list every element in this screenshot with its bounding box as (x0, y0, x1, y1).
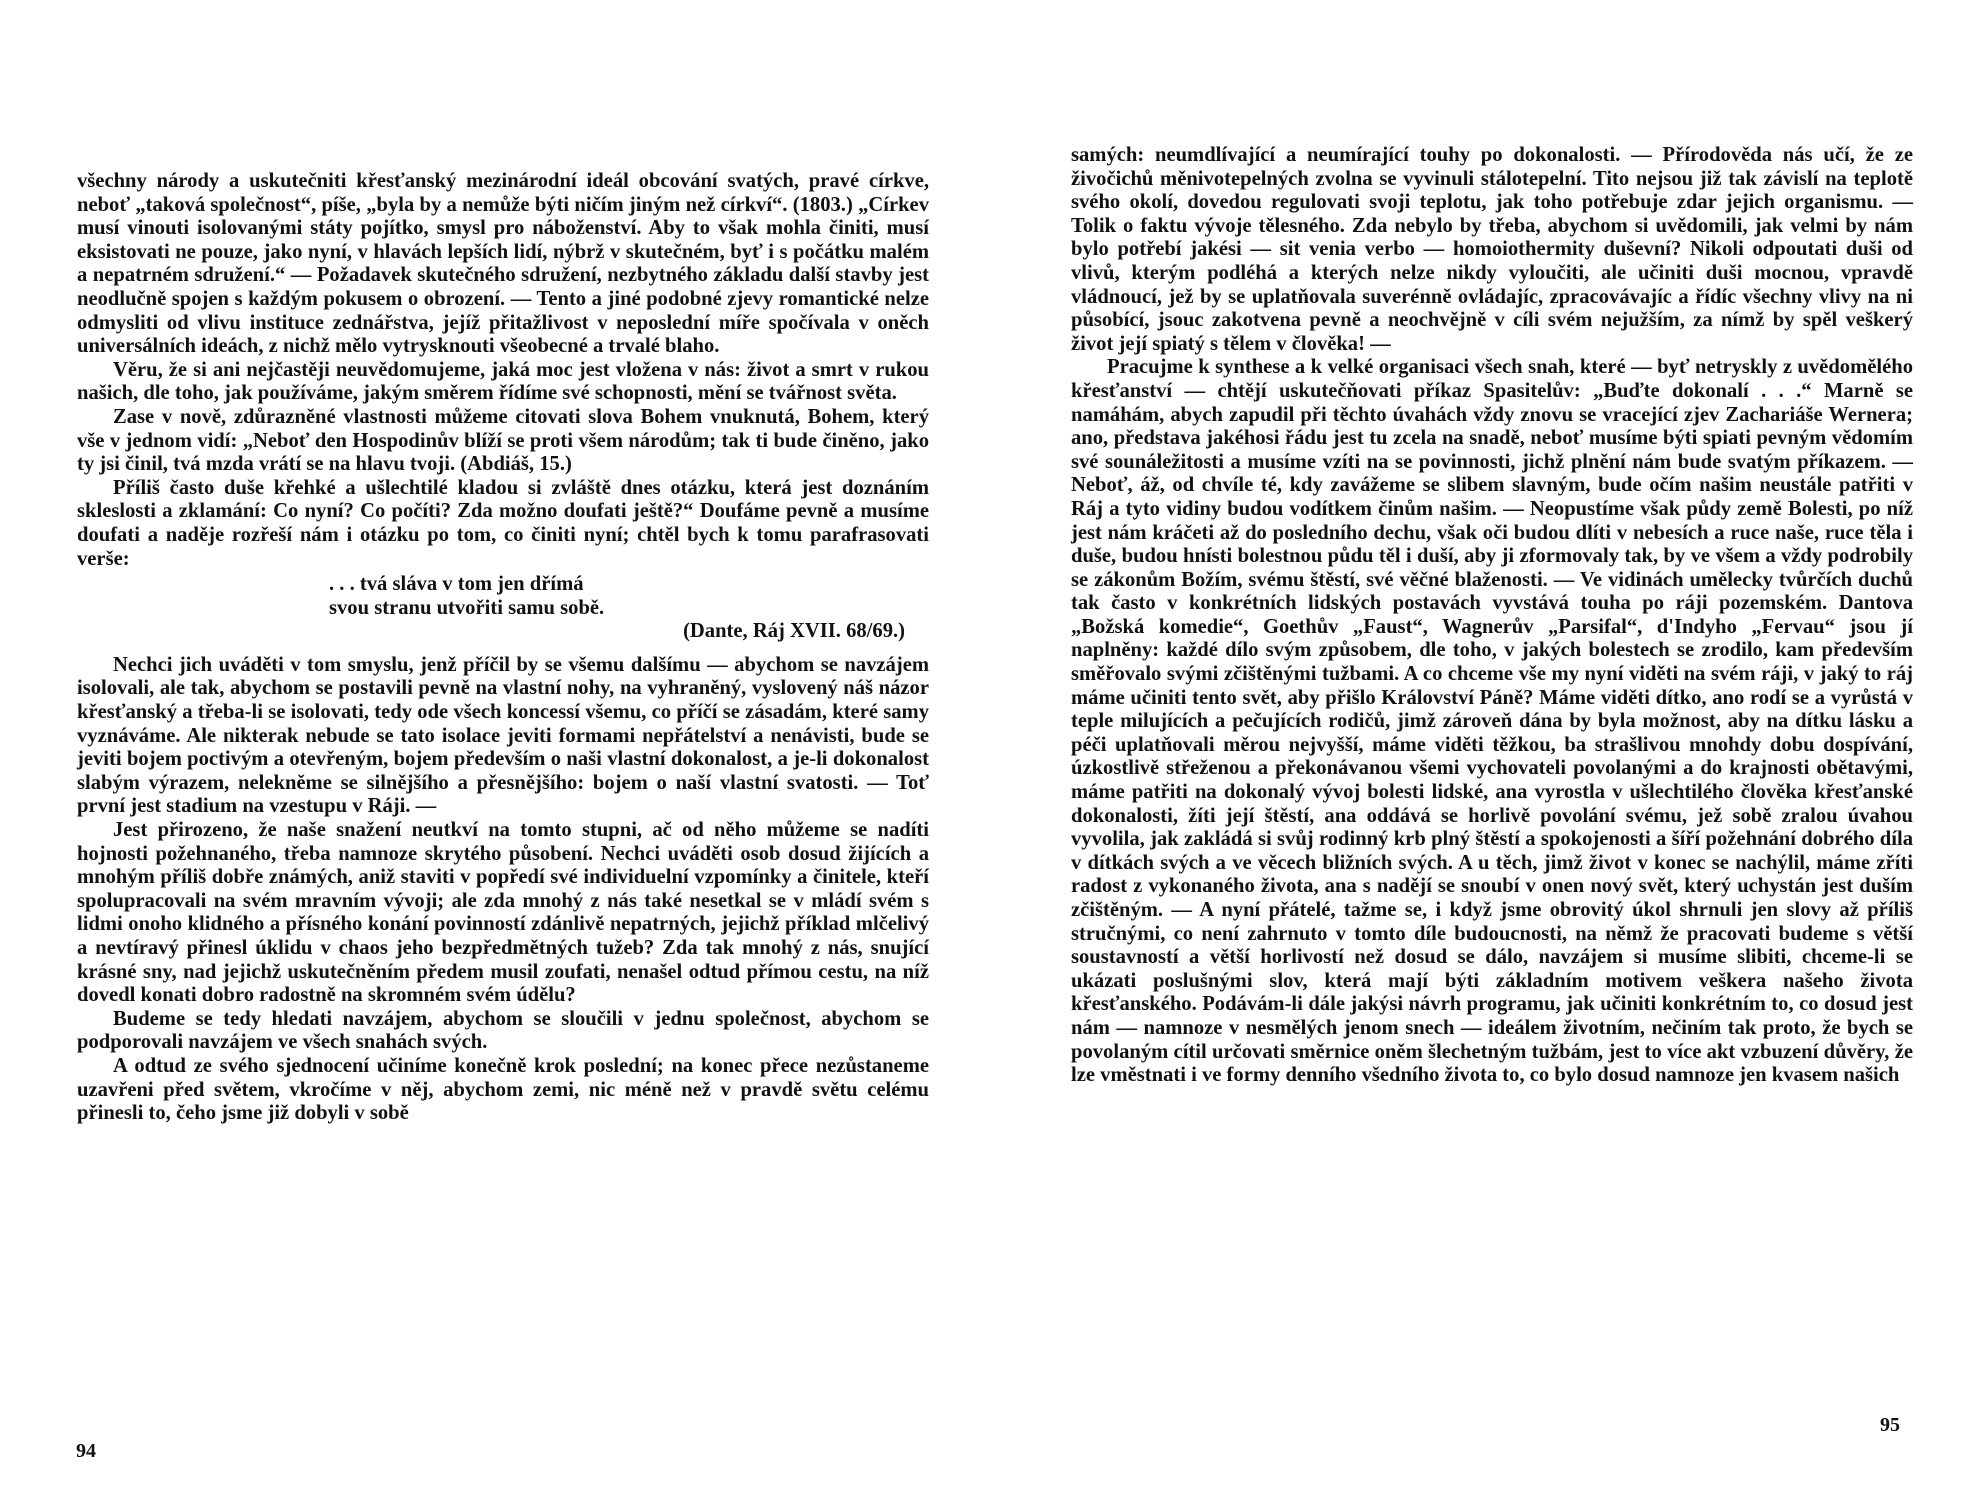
poem-citation: (Dante, Ráj XVII. 68/69.) (683, 620, 905, 643)
paragraph: Příliš často duše křehké a ušlechtilé kladou si zvláště dnes otázku, která jest doznáním skleslosti a zklamání: Co nyní? Co počíti? Zda možno doufati ještě?“ Doufáme pevně a musíme doufati a naděje rozřeší nám i otázku po tom, co činiti nyní; chtěl bych k tomu parafrasovati verše: (77, 476, 929, 570)
paragraph: Zase v nově, zdůrazněné vlastnosti můžeme citovati slova Bohem vnuknutá, Bohem, který vše v jednom vidí: „Neboť den Hospodinův blíží se proti všem národům; tak ti bude činěno, jako ty jsi činil, tvá mzda vrátí se na hlavu tvoji. (Abdiáš, 15.) (77, 405, 929, 476)
paragraph: všechny národy a uskutečniti křesťanský mezinárodní ideál obcování svatých, pravé církve, neboť „taková společnost“, píše, „byla by a nemůže býti ničím jiným než církví“. (1803.) „Církev musí vinouti isolovanými státy pojítko, smysl pro náboženství. Aby to však mohla činiti, musí eksistovati ne pouze, jako nyní, v hlavách lepších lidí, nýbrž v skutečném, byť i s počátku malém a nepatrném sdružení.“ — Požadavek skutečného sdružení, nezbytného základu další stavby jest neodlučně spojen s každým pokusem o obrození. — Tento a jiné podobné zjevy romantické nelze odmysliti od vlivu instituce zednářstva, jejíž přitažlivost v neposlední míře spočívala v oněch universálních ideách, z nichž mělo vytrysknouti všeobecné a trvalé blaho. (77, 170, 929, 358)
right-page (985, 0, 1970, 1500)
paragraph: samých: neumdlívající a neumírající touhy po dokonalosti. — Přírodověda nás učí, že ze živočichů měnivotepelných zvolna se vyvinuli stálotepelní. Tito nejsou již tak závislí na teplotě svého okolí, dovedou regulovati svoji teplotu, jak toho potřebuje zdar jejich organismu. — Tolik o faktu vývoje tělesného. Zda nebylo by třeba, abychom si uvědomili, jak velmi by nám bylo potřebí jakési — sit venia verbo — homoiothermity duševní? Nikoli odpoutati duši od vlivů, kterým podléhá a kterých nelze nikdy vyloučiti, ale učiniti duši mocnou, vpravdě vládnoucí, jež by se uplatňovala suverénně ovládajíc, zpracovávajíc a řídíc všechny vlivy na ni působící, jsouc zakotvena pevně a neochvějně v cíli svém nejužším, za nímž by spěl veškerý život její spiatý s tělem v člověka! — (1071, 144, 1913, 355)
page-number: 95 (1880, 1414, 1900, 1436)
paragraph: Věru, že si ani nejčastěji neuvědomujeme, jaká moc jest vložena v nás: život a smrt v rukou našich, dle toho, jak používáme, jakým směrem řídíme své schopnosti, mění se tvářnost světa. (77, 358, 929, 405)
right-page-text (1071, 144, 1913, 1088)
paragraph: Budeme se tedy hledati navzájem, abychom se sloučili v jednu společnost, abychom se podporovali navzájem ve všech snahách svých. (77, 1007, 929, 1054)
paragraph: Jest přirozeno, že naše snažení neutkví na tomto stupni, ač od něho můžeme se nadíti hojnosti požehnaného, třeba namnoze skrytého působení. Nechci uváděti osob dosud žijících a mnohým příliš dobře známých, aniž staviti v popředí své individuelní vzpomínky a činitele, kteří spolupracovali na svém mravním vývoji; ale zda mnohý z nás také nesetkal se v mládí svém s lidmi onoho klidného a přísného konání povinností zdánlivě nepatrných, jejichž příklad mlčelivý a nevtíravý přinesl úklidu v chaos jeho bezpředmětných tužeb? Zda tak mnohý z nás, snující krásné sny, nad jejichž uskutečněním předem musil zoufati, nenašel odtud přímou cestu, na níž dovedl konati dobro radostně na skromném svém údělu? (77, 819, 929, 1007)
page-number: 94 (76, 1440, 96, 1462)
poem-line: svou stranu utvořiti samu sobě. (329, 596, 605, 619)
left-page-text (77, 170, 929, 1126)
poem-quote (77, 573, 929, 620)
paragraph: Pracujme k synthese a k velké organisaci všech snah, které — byť netryskly z uvědomělého křesťanství — chtějí uskutečňovati příkaz Spasitelův: „Buďte dokonalí . . .“ Marně se namáhám, abych zapudil při těchto úvahách vždy znovu se vracející zjev Zachariáše Wernera; ano, představa jakéhosi řádu jest tu zcela na snadě, neboť musíme býti spiati pevným vědomím své sounáležitosti a musíme vzíti na se povinnosti, jichž plnění nám bude svatým příkazem. — Neboť, áž, od chvíle té, kdy zavážeme se slibem slavným, bude očím našim neustále patřiti v Ráj a tyto vidiny budou vodítkem činům našim. — Neopustíme však půdy země Bolesti, po níž jest nám kráčeti až do posledního dechu, však oči budou dlíti v nebesích a ruce naše, ruce těla i duše, budou hnísti bolestnou půdu těl i duší, aby ji zformovaly tak, by ve všem a vždy podrobily se zákonům Božím, svému štěstí, své věčné blaženosti. — Ve vidinách umělecky tvůrčích duchů tak často v konkrétních lidských postavách vyvstává touha po ráji pozemském. Dantova „Božská komedie“, Goethův „Faust“, Wagnerův „Parsifal“, d'Indyho „Fervau“ jsou jí naplněny: každé dílo svým způsobem, dle toho, v jakých bolestech se zrodilo, kam především směřovalo svými zčištěnými tužbami. A co chceme vše my nyní viděti na svém ráji, v jaký to ráj máme učiniti tento svět, aby přišlo Království Páně? Máme viděti dítko, ano rodí se a vyrůstá v teple milujících a pečujících rodičů, jimž zároveň dána by byla možnost, aby na dítku lásku a péči uplatňovali měrou nejvyšší, máme viděti těžkou, ba strašlivou mnohdy dobu dospívání, úzkostlivě střeženou a překonávanou všemi vychovateli povolanými a do krajnosti obětavými, máme patřiti na dokonalý vývoj bolesti lidské, ana vyrostla v ušlechtilého člověka křesťanské dokonalosti, žíti její štěstí, ana oddává se horlivě povolání svému, jež sobě zralou úvahou vyvolila, jak zakládá si svůj rodinný krb plný štěstí a spokojenosti a šíří požehnání dobrého díla v dítkách svých a ve věcech bližních svých. A u těch, jimž život v konec se nachýlil, máme zříti radost z vykonaného života, ana s nadějí se snoubí v onen nový svět, který uchystán jest duším zčištěným. — A nyní přátelé, tažme se, i když jsme obrovitý úkol shrnuli jen slovy až příliš stručnými, co není zahrnuto v tomto díle budoucnosti, na němž že pracovati budeme s větší soustavností a větší horlivostí než dosud se dálo, navzájem si musíme slibiti, chceme-li se ukázati poslušnými slov, která mají býti základním motivem veškera našeho života křesťanského. Podávám-li dále jakýsi návrh programu, jak učiniti konkrétním to, co dosud jest nám — namnoze v nesmělých jenom snech — ideálem životním, nečiním tak proto, že bych se povolaným cítil určovati směrnice oněm šlechetným tužbám, jest to více akt vzbuzení důvěry, že lze vměstnati i ve formy denního všedního života to, co bylo dosud namnoze jen kvasem našich (1071, 356, 1913, 1087)
paragraph: A odtud ze svého sjednocení učiníme konečně krok poslední; na konec přece nezůstaneme uzavřeni před světem, vkročíme v něj, abychom zemi, nic méně než v pravdě světu celému přinesli to, čeho jsme již dobyli v sobě (77, 1054, 929, 1125)
poem-line: . . . tvá sláva v tom jen dřímá (329, 573, 584, 596)
paragraph: Nechci jich uváděti v tom smyslu, jenž příčil by se všemu dalšímu — abychom se navzájem isolovali, ale tak, abychom se postavili pevně na vlastní nohy, na vyhraněný, vyslovený náš názor křesťanský a třeba-li se isolovati, tedy ode všech koncessí všemu, co příčí se zásadám, které samy vyznáváme. Ale nikterak nebude se tato isolace jeviti formami nepřátelství a nenávisti, bude se jeviti bojem poctivým a otevřeným, bojem především o naši vlastní dokonalost, a je-li dokonalost slabým výrazem, nelekněme se silnějšího a přesnějšího: bojem o naší vlastní svatosti. — Toť první jest stadium na vzestupu v Ráji. — (77, 653, 929, 818)
